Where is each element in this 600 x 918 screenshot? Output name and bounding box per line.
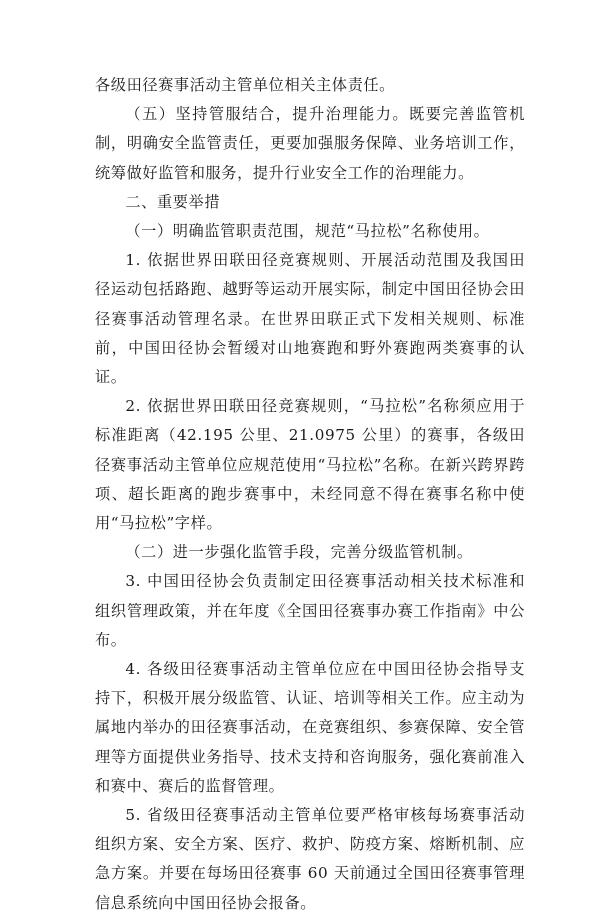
document-page	[95, 71, 525, 918]
subsection-heading-one: （一）明确监管职责范围，规范“马拉松”名称使用。	[125, 222, 490, 241]
paragraph-item-5: 5. 省级田径赛事活动主管单位要严格审核每场赛事活动组织方案、安全方案、医疗、救护、防疫方案、熔断机制、应急方案。并要在每场田径赛事 60 天前通过全国田径赛事管理信息系统向中国田径协会报备。	[95, 806, 525, 912]
paragraph-continuation: 各级田径赛事活动主管单位相关主体责任。	[95, 76, 395, 94]
paragraph-item-4: 4. 各级田径赛事活动主管单位应在中国田径协会指导支持下，积极开展分级监管、认证、培训等相关工作。应主动为属地内举办的田径赛事活动，在竞赛组织、参赛保障、安全管理等方面提供业务指导、技术支持和咨询服务，强化赛前准入和赛中、赛后的监督管理。	[95, 660, 525, 795]
section-heading-key-measures: 二、重要举措	[125, 192, 221, 211]
paragraph-principle-five: （五）坚持管服结合，提升治理能力。既要完善监管机制，明确安全监管责任，更要加强服务保障、业务培训工作，统筹做好监管和服务，提升行业安全工作的治理能力。	[95, 105, 525, 182]
paragraph-item-1: 1. 依据世界田联田径竞赛规则、开展活动范围及我国田径运动包括路跑、越野等运动开展实际，制定中国田径协会田径赛事活动管理名录。在世界田联正式下发相关规则、标准前，中国田径协会暂缓对山地赛跑和野外赛跑两类赛事的认证。	[95, 251, 525, 387]
paragraph-item-3: 3. 中国田径协会负责制定田径赛事活动相关技术标准和组织管理政策，并在年度《全国田径赛事办赛工作指南》中公布。	[95, 572, 525, 649]
paragraph-item-2: 2. 依据世界田联田径竞赛规则，“马拉松”名称须应用于标准距离（42.195 公里、21.0975 公里）的赛事，各级田径赛事活动主管单位应规范使用“马拉松”名称。在新兴跨界跨项、超长距离的跑步赛事中，未经同意不得在赛事名称中使用“马拉松”字样。	[95, 397, 525, 533]
subsection-heading-two: （二）进一步强化监管手段，完善分级监管机制。	[125, 543, 473, 562]
